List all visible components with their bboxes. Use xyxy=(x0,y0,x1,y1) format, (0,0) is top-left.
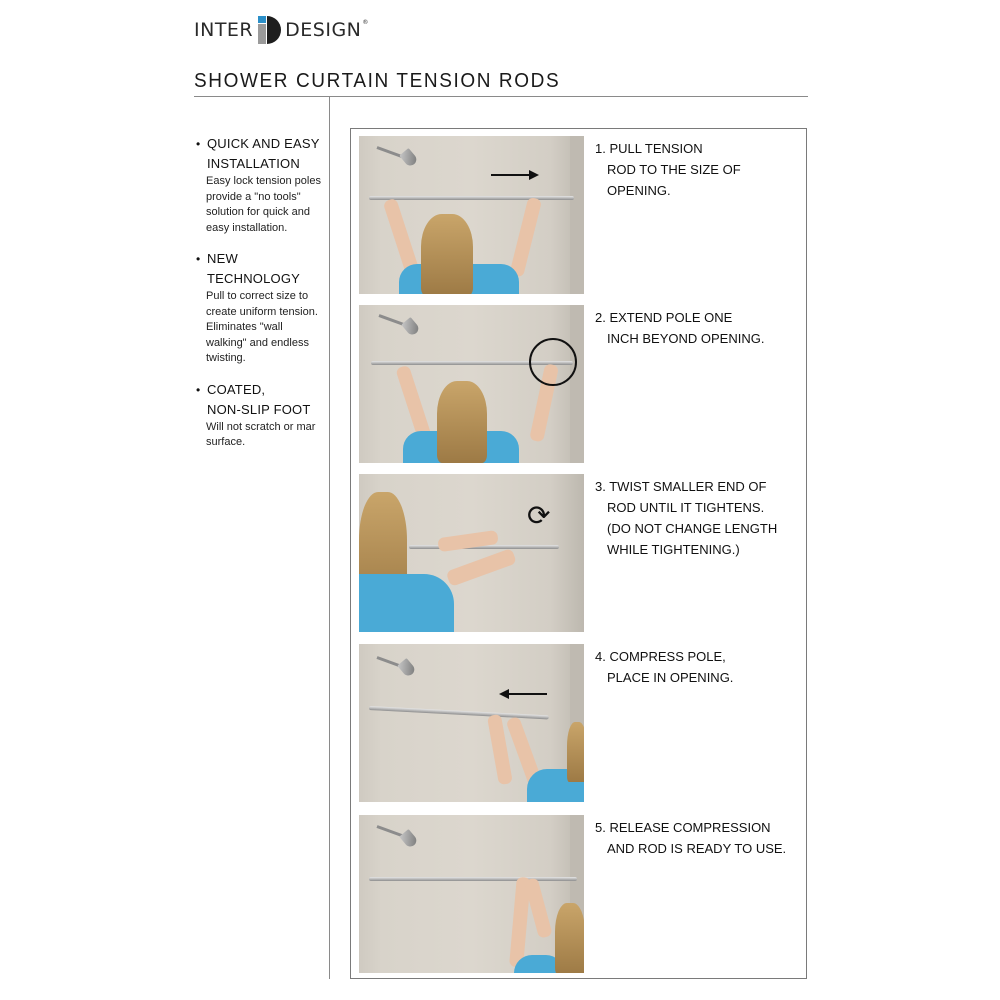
step-3-text: 3. TWIST SMALLER END OF ROD UNTIL IT TIGHTENS. (DO NOT CHANGE LENGTH WHILE TIGHTENING.) xyxy=(595,479,778,557)
step-2-photo xyxy=(359,305,584,463)
step-4-text: 4. COMPRESS POLE, PLACE IN OPENING. xyxy=(595,649,734,685)
feature-description: Pull to correct size to create uniform tension. Eliminates "wall walking" and endless twisting. xyxy=(206,290,318,364)
feature-heading: NEW xyxy=(207,251,238,266)
installation-steps-panel xyxy=(350,128,807,979)
bullet-icon: • xyxy=(196,382,201,397)
step-5-photo xyxy=(359,815,584,973)
feature-item xyxy=(196,249,326,367)
arrow-right-icon xyxy=(491,174,537,176)
highlight-circle-icon xyxy=(529,338,577,386)
feature-description: Easy lock tension poles provide a "no tools" solution for quick and easy installation. xyxy=(206,175,321,234)
feature-description: Will not scratch or mar surface. xyxy=(206,420,316,448)
feature-heading-line2: NON-SLIP FOOT xyxy=(207,401,311,417)
feature-heading: COATED, xyxy=(207,381,266,397)
page-title: SHOWER CURTAIN TENSION RODS xyxy=(194,70,561,93)
step-1-text: 1. PULL TENSION ROD TO THE SIZE OF OPENING. xyxy=(595,141,741,198)
feature-heading-line2: INSTALLATION xyxy=(207,156,300,171)
step-5 xyxy=(359,815,799,975)
logo-text-right: DESIGN® xyxy=(285,19,369,41)
feature-heading: QUICK AND EASY xyxy=(207,136,320,151)
step-4 xyxy=(359,644,799,804)
step-3-photo xyxy=(359,474,584,632)
logo-id-mark-icon xyxy=(255,16,283,44)
step-2-text: 2. EXTEND POLE ONE INCH BEYOND OPENING. xyxy=(595,310,765,346)
title-divider xyxy=(194,96,808,97)
interdesign-logo xyxy=(194,16,369,44)
step-5-text: 5. RELEASE COMPRESSION AND ROD IS READY TO USE. xyxy=(595,820,787,856)
twist-spiral-icon: ⟳ xyxy=(527,500,551,531)
arrow-left-icon xyxy=(501,693,547,695)
step-1 xyxy=(359,136,799,296)
logo-text-left: INTER xyxy=(194,19,254,41)
step-4-photo xyxy=(359,644,584,802)
feature-item xyxy=(196,134,326,236)
trademark-symbol: ® xyxy=(362,19,369,26)
column-divider xyxy=(329,97,330,979)
bullet-icon: • xyxy=(196,137,201,151)
step-2 xyxy=(359,305,799,465)
feature-list xyxy=(196,134,326,464)
bullet-icon: • xyxy=(196,252,201,266)
step-1-photo xyxy=(359,136,584,294)
step-3 xyxy=(359,474,799,634)
feature-item xyxy=(196,380,326,451)
feature-heading-line2: TECHNOLOGY xyxy=(207,271,301,286)
